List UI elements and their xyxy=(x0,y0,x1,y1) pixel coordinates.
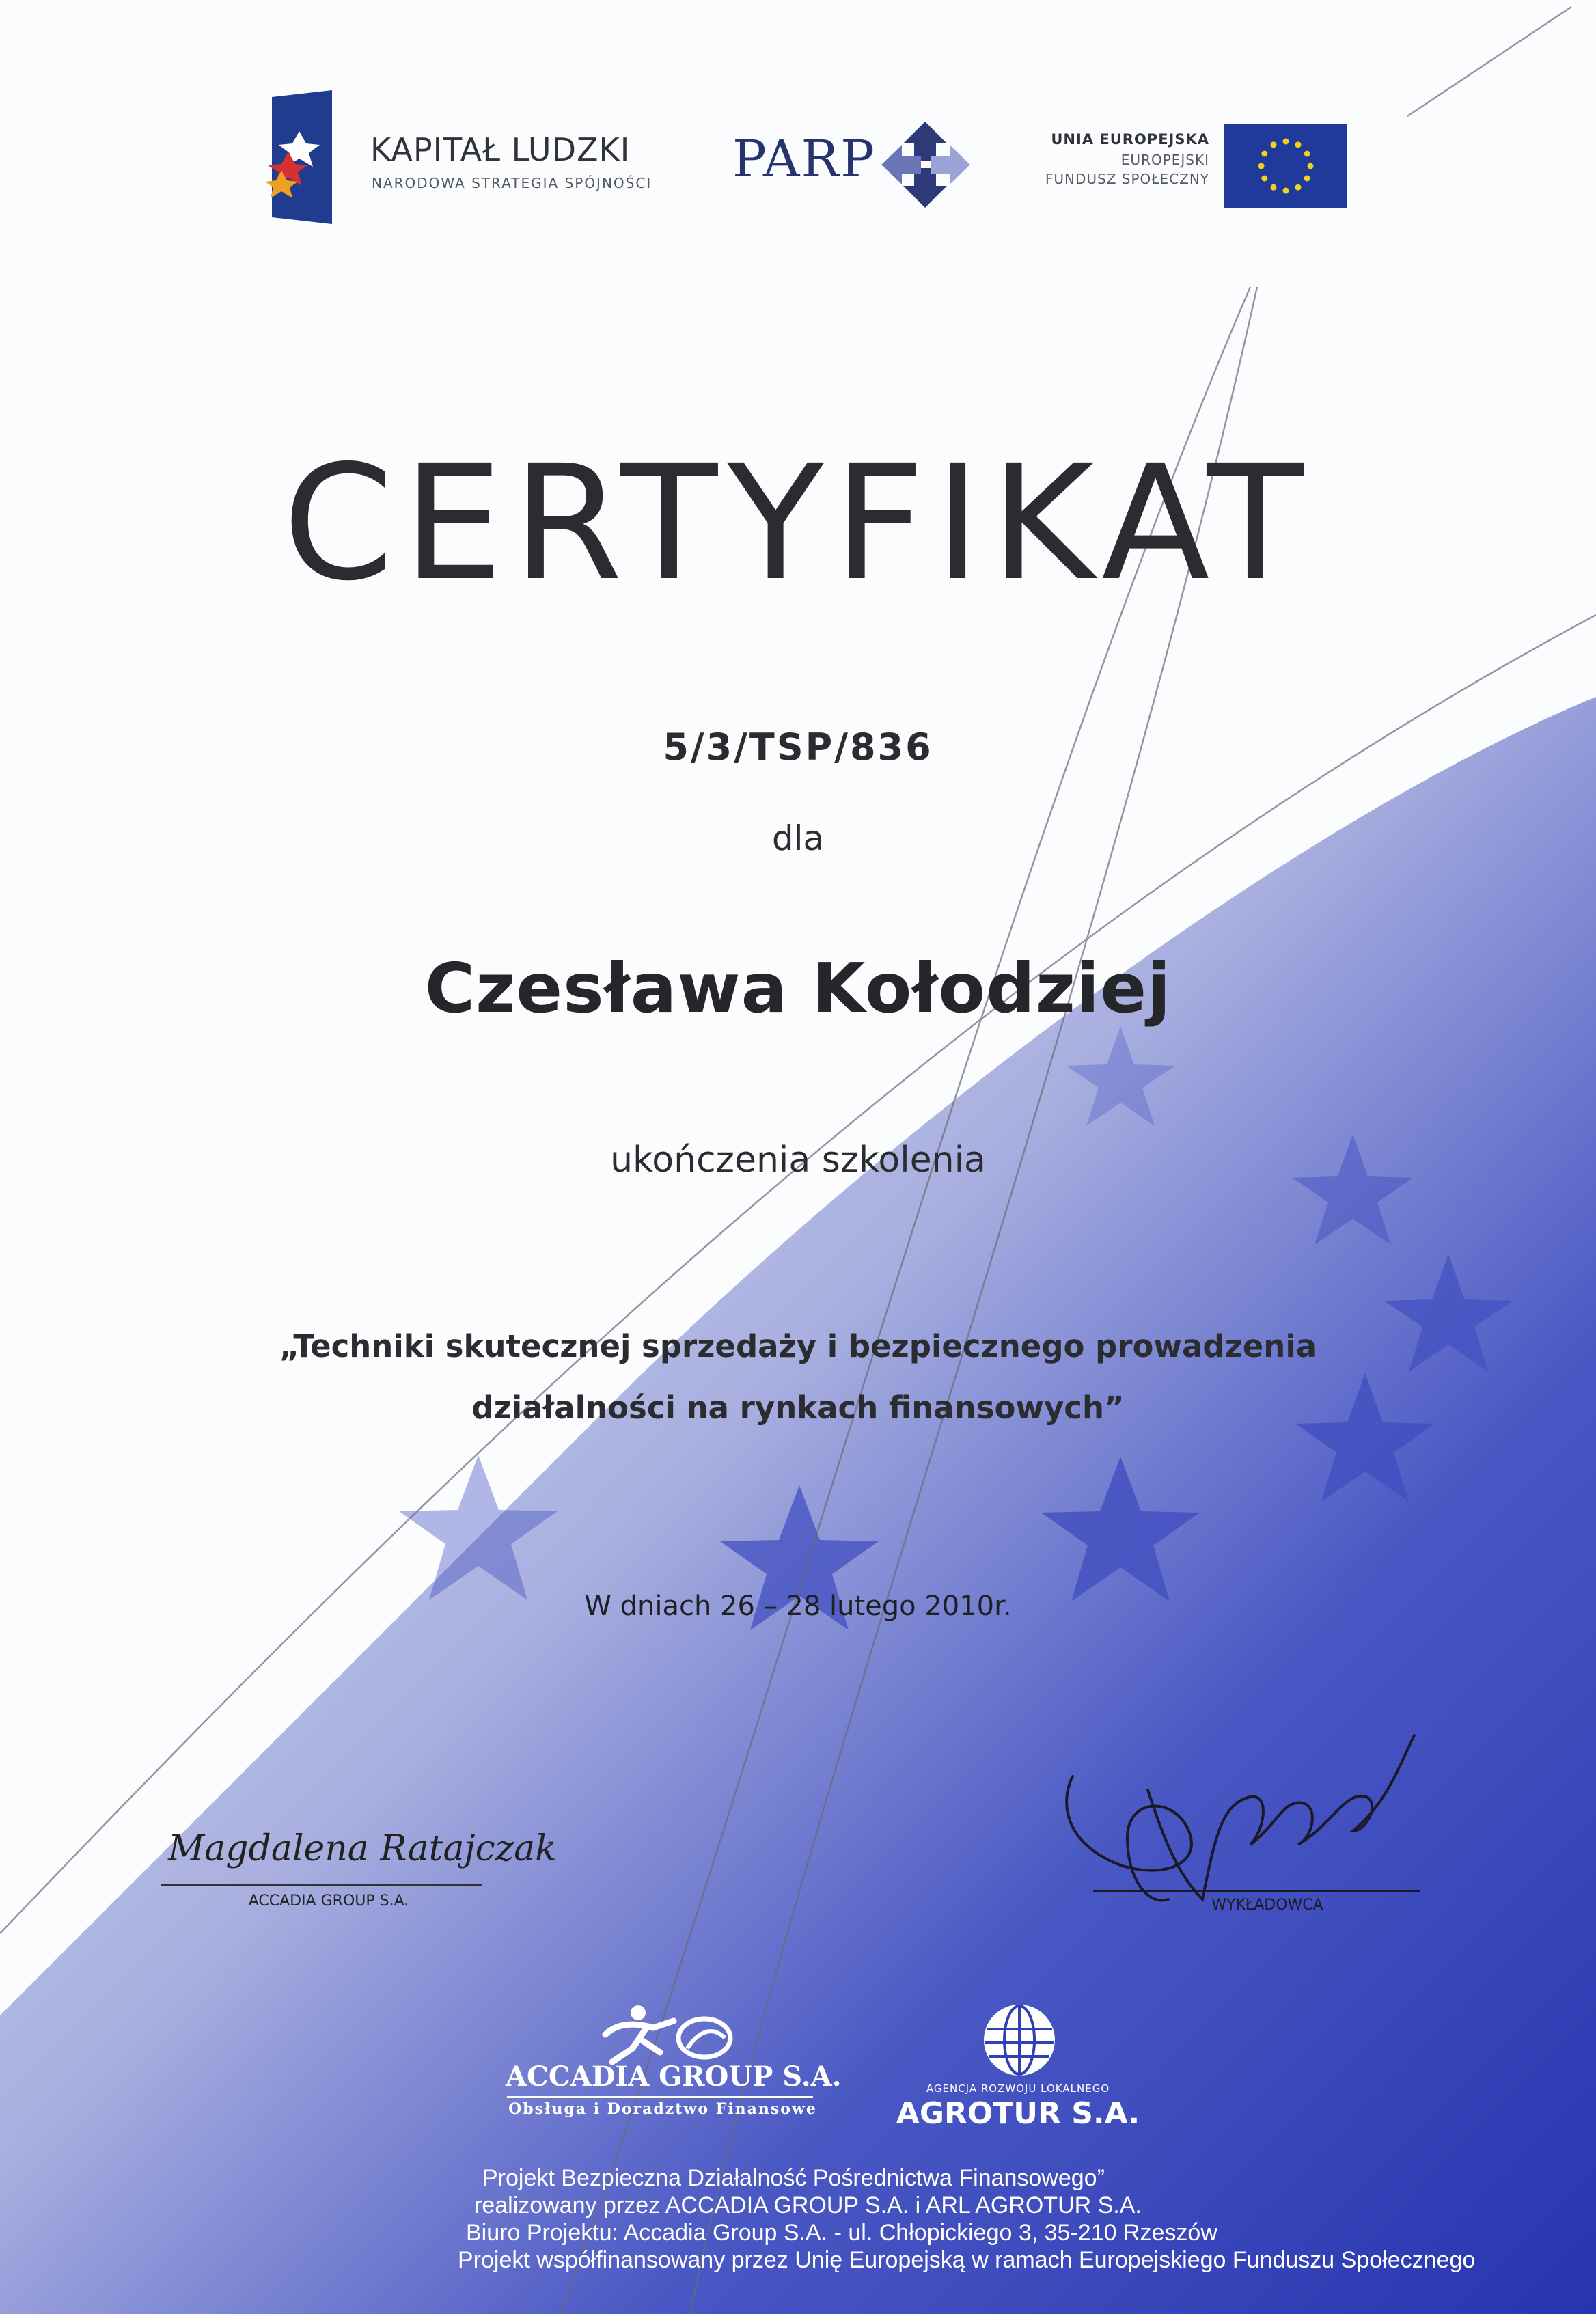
left-signature-line xyxy=(161,1884,482,1886)
kapital-ludzki-title: KAPITAŁ LUDZKI xyxy=(370,131,631,168)
eu-flag-star xyxy=(1304,151,1310,157)
course-title-line2: działalności na rynkach finansowych” xyxy=(471,1390,1125,1426)
parp-arrows-icon xyxy=(881,122,970,208)
accadia-logo-divider xyxy=(507,2096,813,2098)
agrotur-globe-icon xyxy=(981,2002,1058,2078)
kapital-ludzki-logo-icon xyxy=(265,90,339,224)
accadia-logo-tagline: Obsługa i Doradztwo Finansowe xyxy=(508,2100,817,2118)
certificate-title: CERTYFIKAT xyxy=(282,431,1314,616)
scan-line xyxy=(1407,7,1571,116)
eu-flag-star xyxy=(1283,139,1289,145)
course-title-line1: „Techniki skutecznej sprzedaży i bezpiecznego prowadzenia xyxy=(279,1328,1317,1364)
eu-flag-icon xyxy=(1224,124,1347,208)
eu-text-block xyxy=(998,131,1209,187)
right-signature-line xyxy=(1093,1890,1420,1892)
completed-label: ukończenia szkolenia xyxy=(610,1140,986,1181)
eu-fund-label-1: EUROPEJSKI xyxy=(1120,152,1209,168)
eu-flag-star xyxy=(1261,151,1267,157)
recipient-name: Czesława Kołodziej xyxy=(424,948,1172,1028)
course-dates: W dniach 26 – 28 lutego 2010r. xyxy=(584,1590,1012,1622)
footer-line-2: realizowany przez ACCADIA GROUP S.A. i ARL AGROTUR S.A. xyxy=(474,2192,1142,2218)
eu-flag-star xyxy=(1295,184,1302,191)
eu-flag-star xyxy=(1304,176,1310,182)
left-signature: Magdalena Ratajczak xyxy=(168,1828,557,1869)
footer-line-3: Biuro Projektu: Accadia Group S.A. - ul. Chłopickiego 3, 35-210 Rzeszów xyxy=(466,2220,1217,2246)
accadia-logo-name: ACCADIA GROUP S.A. xyxy=(506,2061,842,2093)
footer-line-1: Projekt Bezpieczna Działalność Pośrednictwa Finansowego” xyxy=(482,2165,1105,2191)
lecturer-signature-scribble xyxy=(1045,1694,1428,1927)
kapital-ludzki-subtitle: NARODOWA STRATEGIA SPÓJNOŚCI xyxy=(372,175,652,191)
agrotur-logo-tagline: AGENCJA ROZWOJU LOKALNEGO xyxy=(926,2082,1110,2095)
accadia-runner-icon xyxy=(578,2000,742,2069)
agrotur-logo-name: AGROTUR S.A. xyxy=(896,2096,1140,2131)
eu-flag-star xyxy=(1258,163,1265,169)
project-footer xyxy=(458,2164,1578,2274)
eu-flag-star xyxy=(1261,176,1267,182)
for-label: dla xyxy=(771,818,825,858)
eu-union-label: UNIA EUROPEJSKA xyxy=(1051,131,1209,148)
eu-flag-star xyxy=(1271,184,1277,191)
eu-flag-star xyxy=(1308,163,1314,169)
eu-flag-star xyxy=(1271,141,1277,148)
certificate-number: 5/3/TSP/836 xyxy=(663,726,933,769)
eu-flag-star xyxy=(1283,188,1289,194)
footer-line-4: Projekt współfinansowany przez Unię Europejską w ramach Europejskiego Funduszu Społecznego xyxy=(458,2247,1476,2273)
parp-logo-text: PARP xyxy=(732,130,876,189)
eu-fund-label-2: FUNDUSZ SPOŁECZNY xyxy=(1045,171,1209,187)
left-signature-caption: ACCADIA GROUP S.A. xyxy=(248,1892,409,1910)
eu-flag-star xyxy=(1295,141,1302,148)
right-signature-caption: WYKŁADOWCA xyxy=(1211,1897,1323,1914)
